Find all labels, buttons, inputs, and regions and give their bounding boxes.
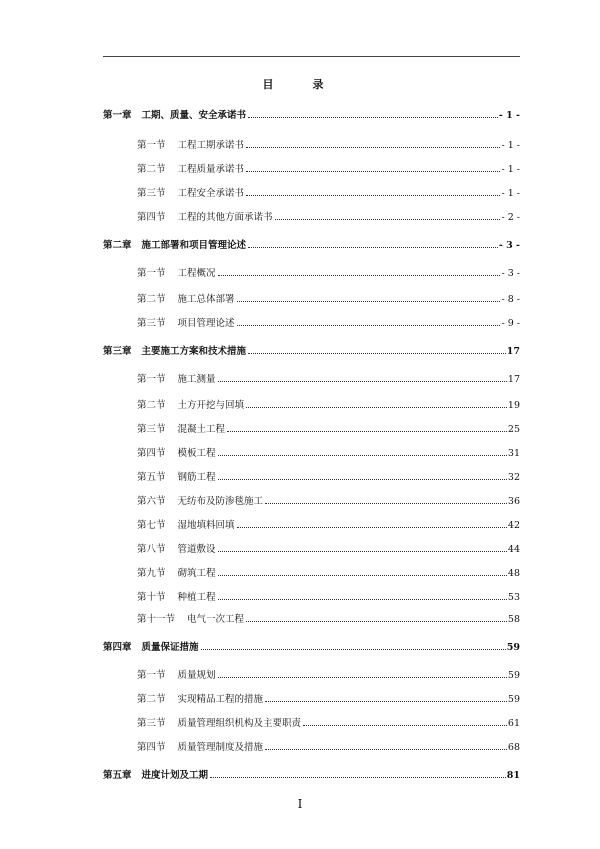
toc-section-entry[interactable] bbox=[137, 265, 520, 279]
toc-entry-title: 湿地填料回填 bbox=[177, 520, 235, 531]
toc-entry-title: 施工总体部署 bbox=[177, 294, 235, 305]
toc-entry-number: 第三章 bbox=[103, 346, 132, 357]
toc-entry-title: 项目管理论述 bbox=[177, 318, 235, 329]
dot-leader bbox=[201, 649, 506, 650]
toc-entry-page: 25 bbox=[507, 424, 520, 435]
toc-entry-number: 第八节 bbox=[137, 544, 166, 555]
toc-section-entry[interactable] bbox=[137, 185, 520, 199]
toc-entry-page: 36 bbox=[507, 496, 520, 507]
toc-entry-title: 种植工程 bbox=[177, 592, 216, 603]
toc-section-entry[interactable] bbox=[137, 137, 520, 151]
toc-entry-number: 第三节 bbox=[137, 424, 166, 435]
toc-entry-number: 第二章 bbox=[103, 240, 132, 251]
dot-leader bbox=[218, 599, 507, 600]
dot-leader bbox=[218, 677, 507, 678]
toc-section-entry[interactable] bbox=[137, 611, 520, 625]
toc-entry-number: 第四节 bbox=[137, 212, 166, 223]
toc-entry-title: 土方开挖与回填 bbox=[177, 400, 245, 411]
dot-leader bbox=[237, 527, 507, 528]
toc-entry-title: 主要施工方案和技术措施 bbox=[141, 346, 247, 357]
page-number: I bbox=[297, 797, 303, 811]
toc-entry-page: - 1 - bbox=[501, 140, 520, 151]
dot-leader bbox=[265, 749, 507, 750]
toc-entry-page: 17 bbox=[506, 346, 520, 357]
toc-chapter-entry[interactable] bbox=[103, 767, 520, 781]
toc-entry-title: 工期、质量、安全承诺书 bbox=[141, 110, 247, 121]
toc-entry-number: 第一节 bbox=[137, 670, 166, 681]
toc-entry-number: 第九节 bbox=[137, 568, 166, 579]
toc-entry-page: - 9 - bbox=[501, 318, 520, 329]
toc-entry-title: 工程概况 bbox=[177, 268, 216, 279]
toc-entry-page: 59 bbox=[506, 642, 520, 653]
toc-section-entry[interactable] bbox=[137, 541, 520, 555]
toc-section-entry[interactable] bbox=[137, 715, 520, 729]
toc-entry-number: 第四节 bbox=[137, 742, 166, 753]
dot-leader bbox=[218, 479, 507, 480]
toc-entry-number: 第三节 bbox=[137, 318, 166, 329]
toc-entry-title: 无纺布及防渗毯施工 bbox=[177, 496, 264, 507]
dot-leader bbox=[237, 301, 501, 302]
toc-entry-number: 第四节 bbox=[137, 448, 166, 459]
toc-entry-page: - 2 - bbox=[501, 212, 520, 223]
toc-entry-page: - 1 - bbox=[498, 110, 520, 121]
toc-entry-title: 工程工期承诺书 bbox=[177, 140, 245, 151]
dot-leader bbox=[227, 431, 507, 432]
toc-section-entry[interactable] bbox=[137, 445, 520, 459]
dot-leader bbox=[246, 147, 500, 148]
dot-leader bbox=[265, 503, 507, 504]
toc-entry-number: 第一节 bbox=[137, 140, 166, 151]
toc-entry-title: 砌筑工程 bbox=[177, 568, 216, 579]
toc-section-entry[interactable] bbox=[137, 667, 520, 681]
toc-entry-page: - 1 - bbox=[501, 188, 520, 199]
dot-leader bbox=[237, 325, 501, 326]
dot-leader bbox=[218, 381, 507, 382]
toc-section-entry[interactable] bbox=[137, 589, 520, 603]
toc-section-entry[interactable] bbox=[137, 291, 520, 305]
toc-entry-number: 第一章 bbox=[103, 110, 132, 121]
dot-leader bbox=[303, 725, 507, 726]
toc-chapter-entry[interactable] bbox=[103, 107, 520, 121]
toc-entry-number: 第一节 bbox=[137, 268, 166, 279]
toc-entry-page: 44 bbox=[507, 544, 520, 555]
toc-entry-number: 第一节 bbox=[137, 374, 166, 385]
toc-section-entry[interactable] bbox=[137, 397, 520, 411]
toc-chapter-entry[interactable] bbox=[103, 237, 520, 251]
toc-entry-title: 施工部署和项目管理论述 bbox=[141, 240, 247, 251]
dot-leader bbox=[248, 247, 498, 248]
toc-entry-page: 81 bbox=[506, 770, 520, 781]
toc-entry-number: 第二节 bbox=[137, 164, 166, 175]
toc-entry-title: 质量保证措施 bbox=[141, 642, 199, 653]
toc-entry-page: 31 bbox=[507, 448, 520, 459]
dot-leader bbox=[246, 195, 500, 196]
toc-entry-number: 第三节 bbox=[137, 188, 166, 199]
toc-entry-page: 58 bbox=[507, 614, 520, 625]
toc-entry-title: 管道敷设 bbox=[177, 544, 216, 555]
toc-entry-title: 质量规划 bbox=[177, 670, 216, 681]
toc-entry-page: 68 bbox=[507, 742, 520, 753]
dot-leader bbox=[218, 275, 501, 276]
toc-entry-number: 第二节 bbox=[137, 694, 166, 705]
dot-leader bbox=[246, 407, 507, 408]
toc-entry-number: 第二节 bbox=[137, 400, 166, 411]
dot-leader bbox=[246, 621, 507, 622]
toc-entry-page: 59 bbox=[507, 694, 520, 705]
dot-leader bbox=[246, 171, 500, 172]
toc-section-entry[interactable] bbox=[137, 469, 520, 483]
toc-entry-number: 第十一节 bbox=[137, 614, 176, 625]
toc-entry-page: 61 bbox=[507, 718, 520, 729]
toc-entry-title: 混凝土工程 bbox=[177, 424, 226, 435]
toc-entry-page: 59 bbox=[507, 670, 520, 681]
toc-entry-number: 第六节 bbox=[137, 496, 166, 507]
toc-entry-page: - 1 - bbox=[501, 164, 520, 175]
toc-entry-page: 17 bbox=[507, 374, 520, 385]
toc-entry-page: 19 bbox=[507, 400, 520, 411]
toc-entry-title: 工程质量承诺书 bbox=[177, 164, 245, 175]
dot-leader bbox=[248, 117, 498, 118]
toc-entry-number: 第五章 bbox=[103, 770, 132, 781]
toc-section-entry[interactable] bbox=[137, 565, 520, 579]
toc-entry-title: 钢筋工程 bbox=[177, 472, 216, 483]
toc-entry-number: 第二节 bbox=[137, 294, 166, 305]
toc-entry-page: - 3 - bbox=[501, 268, 520, 279]
toc-entry-number: 第十节 bbox=[137, 592, 166, 603]
toc-section-entry[interactable] bbox=[137, 315, 520, 329]
toc-entry-page: 48 bbox=[507, 568, 520, 579]
toc-entry-title: 工程的其他方面承诺书 bbox=[177, 212, 273, 223]
toc-entry-page: 42 bbox=[507, 520, 520, 531]
toc-chapter-entry[interactable] bbox=[103, 343, 520, 357]
toc-entry-number: 第三节 bbox=[137, 718, 166, 729]
toc-entry-title: 施工测量 bbox=[177, 374, 216, 385]
toc-entry-number: 第五节 bbox=[137, 472, 166, 483]
dot-leader bbox=[218, 455, 507, 456]
toc-entry-title: 质量管理组织机构及主要职责 bbox=[177, 718, 302, 729]
toc-entry-page: 53 bbox=[507, 592, 520, 603]
toc-section-entry[interactable] bbox=[137, 691, 520, 705]
dot-leader bbox=[248, 353, 506, 354]
toc-section-entry[interactable] bbox=[137, 371, 520, 385]
toc-section-entry[interactable] bbox=[137, 739, 520, 753]
toc-section-entry[interactable] bbox=[137, 161, 520, 175]
toc-entry-title: 进度计划及工期 bbox=[141, 770, 209, 781]
toc-section-entry[interactable] bbox=[137, 421, 520, 435]
toc-entry-title: 工程安全承诺书 bbox=[177, 188, 245, 199]
dot-leader bbox=[218, 551, 507, 552]
dot-leader bbox=[275, 219, 501, 220]
toc-entry-title: 实现精品工程的措施 bbox=[177, 694, 264, 705]
toc-title: 目 录 bbox=[262, 78, 338, 91]
toc-entry-number: 第七节 bbox=[137, 520, 166, 531]
toc-entry-number: 第四章 bbox=[103, 642, 132, 653]
dot-leader bbox=[210, 777, 506, 778]
toc-section-entry[interactable] bbox=[137, 493, 520, 507]
toc-entry-page: 32 bbox=[507, 472, 520, 483]
toc-entry-page: - 3 - bbox=[498, 240, 520, 251]
toc-entry-title: 质量管理制度及措施 bbox=[177, 742, 264, 753]
toc-chapter-entry[interactable] bbox=[103, 639, 520, 653]
toc-section-entry[interactable] bbox=[137, 517, 520, 531]
dot-leader bbox=[218, 575, 507, 576]
toc-section-entry[interactable] bbox=[137, 209, 520, 223]
toc-entry-title: 模板工程 bbox=[177, 448, 216, 459]
toc-entry-page: - 8 - bbox=[501, 294, 520, 305]
toc-entry-title: 电气一次工程 bbox=[187, 614, 245, 625]
dot-leader bbox=[265, 701, 507, 702]
